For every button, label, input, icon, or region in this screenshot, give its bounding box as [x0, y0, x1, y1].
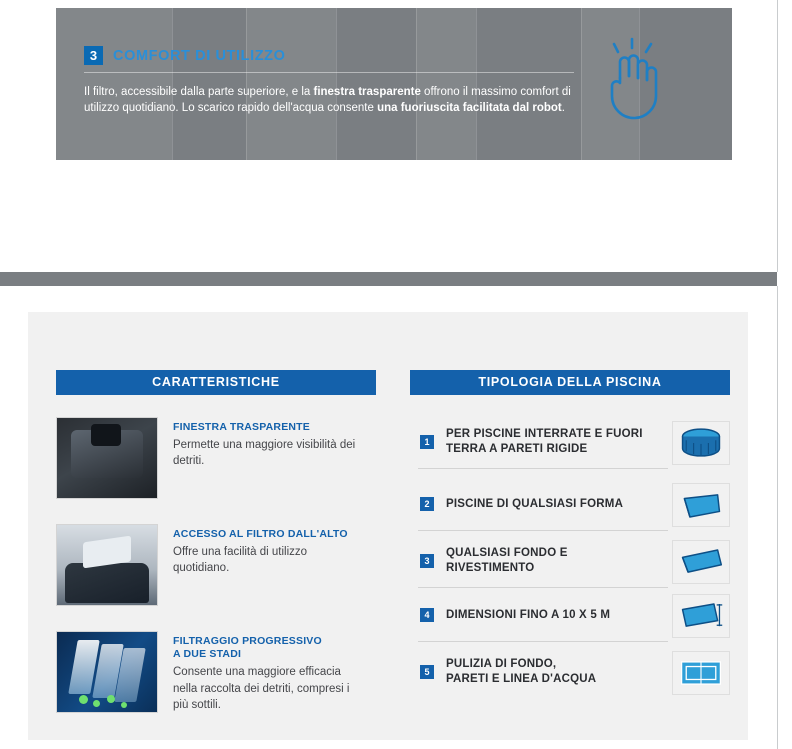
pool-type-label-line-2: TERRA A PARETI RIGIDE [446, 443, 588, 455]
pool-type-number: 2 [420, 497, 434, 511]
pool-type-label-line-1: PULIZIA DI FONDO, [446, 658, 557, 671]
hero-bold-1: finestra trasparente [313, 86, 421, 98]
pool-type-row [410, 645, 730, 699]
feature-text [173, 631, 358, 713]
pool-type-number: 5 [420, 665, 434, 679]
feature-item-accesso-filtro [56, 524, 381, 606]
hero-text-3: . [561, 102, 565, 115]
pool-type-number: 4 [420, 608, 434, 622]
pool-type-row [410, 534, 730, 588]
hero-title: COMFORT DI UTILIZZO [113, 47, 286, 64]
section-number-badge: 3 [84, 46, 103, 65]
hero-paragraph [84, 84, 576, 117]
feature-title-line-1: FILTRAGGIO PROGRESSIVO [173, 635, 322, 647]
pool-bottom-lining-icon [672, 540, 730, 584]
pool-type-label: DIMENSIONI FINO A 10 X 5 M [446, 608, 611, 621]
freeform-pool-icon [672, 483, 730, 527]
pool-type-number: 1 [420, 435, 434, 449]
hand-click-icon [582, 34, 682, 134]
robot-top-access-photo [56, 524, 158, 606]
pool-type-label: QUALSIASI FONDO E RIVESTIMENTO [446, 547, 568, 574]
above-ground-round-pool-icon [672, 421, 730, 465]
pool-type-number: 3 [420, 554, 434, 568]
hero-banner [56, 8, 732, 160]
hero-content [84, 46, 584, 117]
feature-description: Offre una facilità di utilizzo quotidiano. [173, 546, 308, 575]
pool-type-column-header: TIPOLOGIA DELLA PISCINA [410, 370, 730, 395]
feature-text [173, 417, 358, 499]
filter-cartridges-photo [56, 631, 158, 713]
hero-text-2: offrono il massimo comfort di utilizzo quotidiano. Lo scarico rapido dell'acqua consente [84, 86, 571, 115]
section-divider [0, 272, 777, 286]
pool-dimensions-icon [672, 594, 730, 638]
pool-type-label-line-2: PARETI E LINEA D'ACQUA [446, 673, 597, 685]
hero-text-1: Il filtro, accessibile dalla parte superiore, e la [84, 86, 314, 98]
page-right-gutter [778, 0, 792, 749]
feature-title: FINESTRA TRASPARENTE [173, 421, 311, 433]
pool-type-label [446, 657, 646, 687]
hero-bold-2: una fuoriuscita facilitata dal robot [377, 102, 562, 115]
feature-description: Permette una maggiore visibilità dei detriti. [173, 439, 356, 468]
pool-cleaning-coverage-icon [672, 651, 730, 695]
feature-description: Consente una maggiore efficacia nella raccolta dei detriti, compresi i più sottili. [173, 666, 350, 711]
pool-type-label-line-1: PER PISCINE INTERRATE E FUORI [446, 428, 643, 441]
feature-title-line-2: A DUE STADI [173, 648, 242, 661]
feature-item-filtraggio-progressivo [56, 631, 381, 713]
pool-type-row [410, 588, 730, 642]
pool-type-label: PISCINE DI QUALSIASI FORMA [446, 497, 624, 510]
pool-type-row [410, 415, 730, 469]
hero-heading [84, 46, 574, 73]
robot-filter-window-photo [56, 417, 158, 499]
feature-title: ACCESSO AL FILTRO DALL'ALTO [173, 528, 348, 540]
top-section [0, 0, 778, 272]
feature-item-finestra-trasparente [56, 417, 381, 499]
pool-type-label [446, 427, 646, 457]
feature-text [173, 524, 358, 606]
characteristics-column-header: CARATTERISTICHE [56, 370, 376, 395]
feature-title [173, 635, 358, 661]
pool-type-row [410, 477, 730, 531]
